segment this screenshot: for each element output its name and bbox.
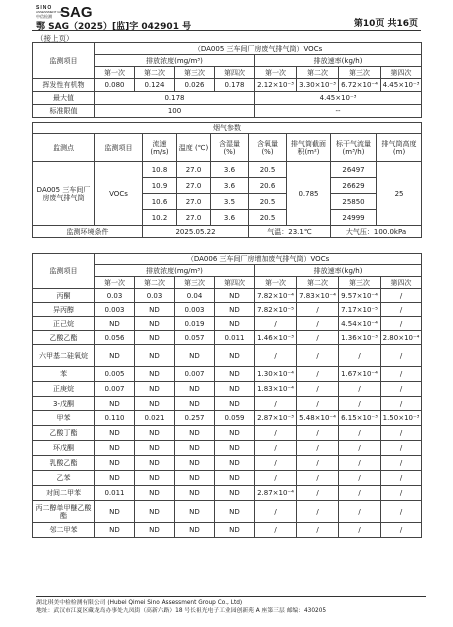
conc-value: 0.007 — [175, 367, 215, 382]
table-row — [33, 367, 422, 382]
flow-rate: 26629 — [331, 178, 377, 194]
moisture: 3.6 — [211, 178, 249, 194]
t2-header: 监测点 — [33, 134, 95, 162]
table-row — [33, 331, 422, 345]
compound-name: 异丙醇 — [33, 303, 95, 317]
t1-rate-header: 排放速率(kg/h) — [255, 55, 422, 67]
rate-value: 1.30×10⁻⁴ — [255, 367, 297, 382]
conc-value: ND — [95, 317, 135, 331]
max-conc: 0.178 — [95, 92, 255, 105]
conc-value: ND — [175, 441, 215, 456]
rate-value: / — [381, 523, 422, 538]
rate-value: 9.57×10⁻⁴ — [339, 289, 381, 303]
table-row — [33, 426, 422, 441]
conc-value: ND — [135, 397, 175, 411]
t3-title: （DA006 三车间厂房增加废气排气筒）VOCs — [95, 254, 422, 265]
document-number: 鄂 SAG（2025）[监]字 042901 号 — [36, 22, 192, 32]
run-label: 第四次 — [381, 67, 422, 79]
table-row — [33, 79, 422, 92]
rate-value: / — [339, 501, 381, 523]
conc-value: ND — [135, 523, 175, 538]
conc-value: ND — [215, 317, 255, 331]
rate-value: 2.80×10⁻⁴ — [381, 331, 422, 345]
rate-value: / — [381, 303, 422, 317]
rate-value: / — [297, 441, 339, 456]
compound-name: 正庚烷 — [33, 382, 95, 397]
table-row — [33, 303, 422, 317]
rate-value: / — [297, 426, 339, 441]
logo-cn: 中信检测 — [36, 14, 52, 19]
table-row — [33, 411, 422, 426]
conc-value: ND — [175, 523, 215, 538]
conc-value: ND — [175, 486, 215, 501]
rate-value: / — [255, 397, 297, 411]
conc-value: 0.005 — [95, 367, 135, 382]
limit-conc: 100 — [95, 105, 255, 118]
compound-name: 环戊酮 — [33, 441, 95, 456]
table-row — [33, 317, 422, 331]
run-label: 第一次 — [95, 67, 135, 79]
run-label: 第一次 — [255, 277, 297, 289]
t2-header: 标干气流量(m³/h) — [331, 134, 377, 162]
max-label: 最大值 — [33, 92, 95, 105]
run-label: 第三次 — [339, 67, 381, 79]
conc-value: 0.003 — [175, 303, 215, 317]
moisture: 3.6 — [211, 162, 249, 178]
conc-value: 0.080 — [95, 79, 135, 92]
cond-temp: 气温：23.1℃ — [249, 226, 331, 238]
rate-value: 2.12×10⁻³ — [255, 79, 297, 92]
conc-value: ND — [215, 501, 255, 523]
rate-value: / — [297, 317, 339, 331]
rate-value: / — [381, 317, 422, 331]
limit-label: 标准限值 — [33, 105, 95, 118]
t1-conc-header: 排放浓度(mg/m³) — [95, 55, 255, 67]
conc-value: ND — [135, 426, 175, 441]
table-da005-voc — [32, 42, 422, 118]
conc-value: 0.03 — [95, 289, 135, 303]
table-row — [33, 441, 422, 456]
rate-value: / — [339, 382, 381, 397]
cond-pressure: 大气压：100.0kPa — [331, 226, 422, 238]
conc-value: ND — [135, 345, 175, 367]
rate-value: / — [381, 345, 422, 367]
flow-speed: 10.6 — [143, 194, 177, 210]
logo-sub: ASSESSMENT GROUP — [36, 10, 69, 14]
rate-value: 3.30×10⁻³ — [297, 79, 339, 92]
conc-value: ND — [95, 345, 135, 367]
t1-title: （DA005 三车间厂房废气排气筒）VOCs — [95, 43, 422, 55]
rate-value: 6.72×10⁻⁴ — [339, 79, 381, 92]
table-row — [33, 289, 422, 303]
conc-value: ND — [95, 426, 135, 441]
rate-value: / — [339, 441, 381, 456]
rate-value: 7.82×10⁻⁴ — [255, 289, 297, 303]
conc-value: ND — [215, 426, 255, 441]
temperature: 27.0 — [177, 194, 211, 210]
conc-value: ND — [95, 441, 135, 456]
rate-value: 1.67×10⁻⁴ — [339, 367, 381, 382]
flow-rate: 25850 — [331, 194, 377, 210]
rate-value: 2.87×10⁻⁴ — [255, 486, 297, 501]
oxygen: 20.5 — [249, 210, 287, 226]
rate-value: / — [255, 345, 297, 367]
flow-rate: 24999 — [331, 210, 377, 226]
table-row — [33, 92, 422, 105]
table-row — [33, 456, 422, 471]
conc-value: ND — [175, 456, 215, 471]
rate-value: / — [297, 501, 339, 523]
conc-value: ND — [175, 397, 215, 411]
t2-area: 0.785 — [287, 162, 331, 226]
rate-value: / — [255, 441, 297, 456]
conc-value: 0.124 — [135, 79, 175, 92]
conc-value: ND — [95, 523, 135, 538]
footer-address: 地址：武汉市江夏区藏龙岛办事处九凤街（高新六路）18 号长祖光电子工业园创新苑 A 座第三层 邮编：430205 — [36, 608, 327, 614]
rate-value: 7.83×10⁻⁴ — [297, 289, 339, 303]
rate-value: / — [381, 367, 422, 382]
footer-company: 湖北琪美中检检测有限公司 (Hubei Qimei Sino Assessment Group Co., Ltd) — [36, 600, 243, 606]
conc-value: 0.059 — [215, 411, 255, 426]
t2-header: 温度 (℃) — [177, 134, 211, 162]
t1-item-header: 监测项目 — [33, 43, 95, 79]
conc-value: ND — [175, 471, 215, 486]
conc-value: ND — [95, 456, 135, 471]
run-label: 第一次 — [95, 277, 135, 289]
conc-value: ND — [135, 303, 175, 317]
run-label: 第三次 — [339, 277, 381, 289]
conc-value: 0.257 — [175, 411, 215, 426]
table-row — [33, 345, 422, 367]
rate-value: / — [381, 426, 422, 441]
rate-value: / — [339, 523, 381, 538]
table-row — [33, 471, 422, 486]
rate-value: 1.46×10⁻³ — [255, 331, 297, 345]
rate-value: 2.87×10⁻³ — [255, 411, 297, 426]
run-label: 第四次 — [215, 277, 255, 289]
run-label: 第四次 — [215, 67, 255, 79]
conc-value: ND — [215, 486, 255, 501]
conc-value: ND — [215, 397, 255, 411]
rate-value: / — [381, 471, 422, 486]
conc-value: ND — [135, 456, 175, 471]
conc-value: 0.019 — [175, 317, 215, 331]
compound-name: 正己烷 — [33, 317, 95, 331]
run-label: 第三次 — [175, 67, 215, 79]
table-da006-voc — [32, 253, 422, 538]
conc-value: ND — [135, 331, 175, 345]
table-row — [33, 105, 422, 118]
conc-value: 0.056 — [95, 331, 135, 345]
moisture: 3.6 — [211, 210, 249, 226]
flow-speed: 10.2 — [143, 210, 177, 226]
rate-value: 1.36×10⁻³ — [339, 331, 381, 345]
compound-name: 乙苯 — [33, 471, 95, 486]
flow-rate: 26497 — [331, 162, 377, 178]
table-row — [33, 397, 422, 411]
conc-value: 0.007 — [95, 382, 135, 397]
compound-name: 乳酸乙酯 — [33, 456, 95, 471]
limit-rate: -- — [255, 105, 422, 118]
rate-value: / — [339, 345, 381, 367]
conc-value: 0.03 — [135, 289, 175, 303]
conc-value: ND — [135, 317, 175, 331]
logo-sino: SINO — [36, 5, 53, 11]
compound-name: 苯 — [33, 367, 95, 382]
rate-value: / — [339, 397, 381, 411]
temperature: 27.0 — [177, 178, 211, 194]
conc-value: ND — [215, 382, 255, 397]
oxygen: 20.6 — [249, 178, 287, 194]
t2-header: 含湿量 (%) — [211, 134, 249, 162]
run-label: 第四次 — [381, 277, 422, 289]
rate-value: 4.45×10⁻³ — [381, 79, 422, 92]
rate-value: / — [297, 456, 339, 471]
rate-value: / — [255, 523, 297, 538]
rate-value: / — [297, 397, 339, 411]
conc-value: ND — [215, 441, 255, 456]
conc-value: 0.003 — [95, 303, 135, 317]
rate-value: / — [297, 471, 339, 486]
footer — [36, 596, 426, 615]
table-row — [33, 382, 422, 397]
table-row — [33, 486, 422, 501]
run-label: 第二次 — [135, 67, 175, 79]
rate-value: / — [255, 471, 297, 486]
conc-value: ND — [135, 367, 175, 382]
rate-value: / — [381, 289, 422, 303]
rate-value: 7.82×10⁻⁵ — [255, 303, 297, 317]
t3-rate-header: 排放速率(kg/h) — [255, 265, 422, 277]
rate-value: / — [381, 501, 422, 523]
t2-header: 流速 (m/s) — [143, 134, 177, 162]
rate-value: 7.17×10⁻⁵ — [339, 303, 381, 317]
t2-height: 25 — [377, 162, 422, 226]
temperature: 27.0 — [177, 210, 211, 226]
t2-conditions-row — [33, 226, 422, 238]
continued-label: （接上页） — [36, 34, 74, 43]
rate-value: / — [381, 397, 422, 411]
oxygen: 20.5 — [249, 194, 287, 210]
conc-value: ND — [175, 345, 215, 367]
compound-name: 对间二甲苯 — [33, 486, 95, 501]
t2-header: 含氧量 (%) — [249, 134, 287, 162]
rate-value: / — [297, 523, 339, 538]
conc-value: ND — [215, 456, 255, 471]
company-logo — [36, 4, 93, 21]
flow-speed: 10.8 — [143, 162, 177, 178]
rate-value: / — [381, 382, 422, 397]
t3-item-header: 监测项目 — [33, 254, 95, 289]
conc-value: 0.178 — [215, 79, 255, 92]
row-name: 挥发性有机物 — [33, 79, 95, 92]
compound-name: 丙二醇单甲醚乙酸酯 — [33, 501, 95, 523]
compound-name: 乙酸丁酯 — [33, 426, 95, 441]
header-rule — [32, 30, 421, 31]
rate-value: 4.54×10⁻⁴ — [339, 317, 381, 331]
run-label: 第一次 — [255, 67, 297, 79]
rate-value: / — [255, 317, 297, 331]
rate-value: / — [297, 367, 339, 382]
rate-value: / — [339, 471, 381, 486]
compound-name: 六甲基二硅氧烷 — [33, 345, 95, 367]
run-label: 第二次 — [135, 277, 175, 289]
conc-value: 0.011 — [95, 486, 135, 501]
conc-value: ND — [135, 501, 175, 523]
t3-body — [33, 289, 422, 538]
rate-value: / — [381, 486, 422, 501]
table-row — [33, 501, 422, 523]
flow-speed: 10.9 — [143, 178, 177, 194]
rate-value: 6.15×10⁻³ — [339, 411, 381, 426]
table-flue-gas-params — [32, 122, 422, 238]
rate-value: / — [297, 303, 339, 317]
t2-point: DA005 三车间厂房废气排气筒 — [33, 162, 95, 226]
table-row — [33, 523, 422, 538]
conc-value: ND — [215, 471, 255, 486]
run-label: 第二次 — [297, 67, 339, 79]
compound-name: 3-戊酮 — [33, 397, 95, 411]
run-label: 第三次 — [175, 277, 215, 289]
conc-value: 0.057 — [175, 331, 215, 345]
conc-value: ND — [95, 397, 135, 411]
conc-value: 0.026 — [175, 79, 215, 92]
max-rate: 4.45×10⁻³ — [255, 92, 422, 105]
rate-value: 1.50×10⁻³ — [381, 411, 422, 426]
conc-value: ND — [215, 345, 255, 367]
conc-value: ND — [135, 486, 175, 501]
conc-value: ND — [135, 441, 175, 456]
conc-value: 0.021 — [135, 411, 175, 426]
cond-date: 2025.05.22 — [143, 226, 249, 238]
rate-value: / — [297, 345, 339, 367]
rate-value: / — [297, 382, 339, 397]
compound-name: 邻二甲苯 — [33, 523, 95, 538]
rate-value: 5.48×10⁻⁴ — [297, 411, 339, 426]
conc-value: ND — [175, 426, 215, 441]
conc-value: ND — [175, 382, 215, 397]
compound-name: 甲苯 — [33, 411, 95, 426]
conc-value: ND — [215, 303, 255, 317]
rate-value: / — [255, 426, 297, 441]
temperature: 27.0 — [177, 162, 211, 178]
rate-value: / — [297, 331, 339, 345]
t2-header-row — [33, 134, 422, 162]
conc-value: 0.04 — [175, 289, 215, 303]
rate-value: 1.83×10⁻⁴ — [255, 382, 297, 397]
rate-value: / — [255, 501, 297, 523]
compound-name: 丙酮 — [33, 289, 95, 303]
conc-value: 0.011 — [215, 331, 255, 345]
t2-header: 排气筒截面积(m²) — [287, 134, 331, 162]
rate-value: / — [339, 456, 381, 471]
rate-value: / — [381, 441, 422, 456]
t2-item: VOCs — [95, 162, 143, 226]
rate-value: / — [297, 486, 339, 501]
conc-value: ND — [95, 501, 135, 523]
rate-value: / — [255, 456, 297, 471]
table-row — [33, 162, 422, 178]
cond-label: 监测环境条件 — [33, 226, 143, 238]
t2-title: 烟气参数 — [33, 123, 422, 134]
conc-value: ND — [135, 471, 175, 486]
conc-value: 0.110 — [95, 411, 135, 426]
compound-name: 乙酸乙酯 — [33, 331, 95, 345]
conc-value: ND — [215, 523, 255, 538]
rate-value: / — [339, 486, 381, 501]
conc-value: ND — [95, 471, 135, 486]
conc-value: ND — [215, 367, 255, 382]
rate-value: / — [381, 456, 422, 471]
t2-header: 排气筒高度(m) — [377, 134, 422, 162]
rate-value: / — [339, 426, 381, 441]
conc-value: ND — [175, 501, 215, 523]
moisture: 3.5 — [211, 194, 249, 210]
t3-conc-header: 排放浓度(mg/m³) — [95, 265, 255, 277]
oxygen: 20.5 — [249, 162, 287, 178]
page-number: 第10页 共16页 — [353, 19, 418, 29]
logo-sag: SAG — [60, 4, 93, 21]
conc-value: ND — [135, 382, 175, 397]
t2-header: 监测项目 — [95, 134, 143, 162]
run-label: 第二次 — [297, 277, 339, 289]
conc-value: ND — [215, 289, 255, 303]
